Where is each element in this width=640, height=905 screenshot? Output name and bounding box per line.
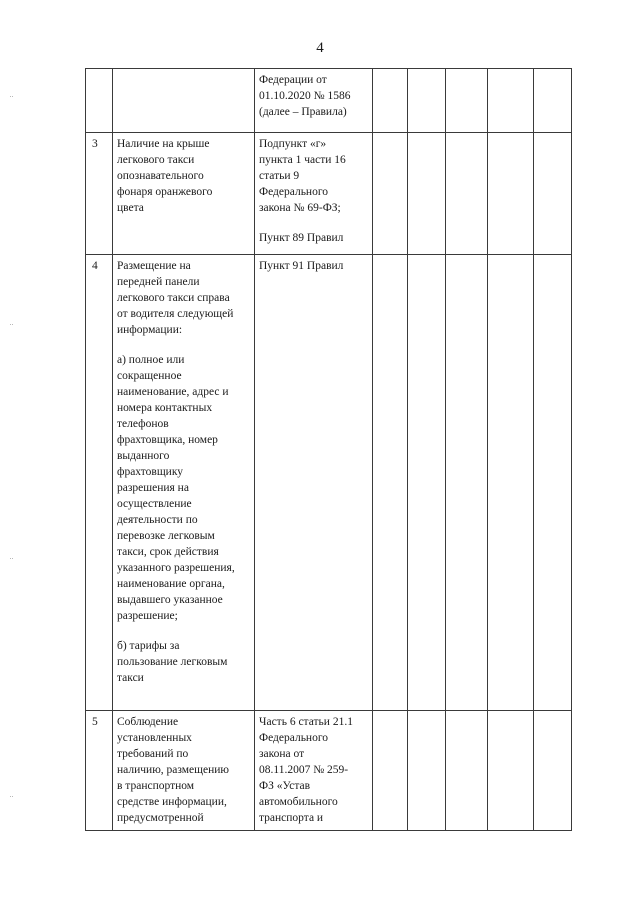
requirement-cell [113, 69, 255, 133]
empty-cell [446, 255, 488, 711]
requirement-paragraph: б) тарифы за пользование легковым такси [117, 640, 228, 684]
legal-basis-cell [255, 133, 373, 255]
empty-cell [488, 255, 534, 711]
table-row [86, 133, 572, 255]
row-number-cell: 4 [86, 255, 113, 711]
legal-basis-cell [255, 255, 373, 711]
row-number-cell: 5 [86, 711, 113, 831]
legal-basis-cell [255, 711, 373, 831]
empty-cell [446, 133, 488, 255]
legal-basis-paragraph: Подпункт «г» пункта 1 части 16 статьи 9 Федерального закона № 69-ФЗ; [259, 138, 346, 214]
legal-basis-paragraph: Часть 6 статьи 21.1 Федерального закона от 08.11.2007 № 259- ФЗ «Устав автомобильного транспорта и [259, 716, 353, 824]
row-number-cell: 3 [86, 133, 113, 255]
requirement-cell [113, 711, 255, 831]
empty-cell [373, 69, 408, 133]
empty-cell [408, 255, 446, 711]
requirement-cell [113, 133, 255, 255]
requirement-paragraph: а) полное или сокращенное наименование, адрес и номера контактных телефонов фрахтовщика, номер выданного фрахтовщику разрешения на осуществление деятельности по перевозке легковым такси, срок действия указанного разрешения, наименование органа, выдавшего указанное разрешение; [117, 354, 235, 622]
scan-mark [10, 558, 13, 560]
row-number-cell [86, 69, 113, 133]
table-row [86, 255, 572, 711]
empty-cell [534, 255, 572, 711]
empty-cell [408, 69, 446, 133]
empty-cell [373, 255, 408, 711]
empty-cell [488, 133, 534, 255]
empty-cell [446, 711, 488, 831]
empty-cell [408, 133, 446, 255]
scan-mark [10, 96, 13, 98]
empty-cell [534, 133, 572, 255]
scan-mark [10, 796, 13, 798]
empty-cell [488, 711, 534, 831]
legal-basis-paragraph: Федерации от 01.10.2020 № 1586 (далее – Правила) [259, 74, 351, 118]
empty-cell [534, 69, 572, 133]
empty-cell [534, 711, 572, 831]
table-row [86, 711, 572, 831]
legal-basis-paragraph: Пункт 91 Правил [259, 260, 344, 272]
requirement-cell [113, 255, 255, 711]
scan-mark [10, 324, 13, 326]
legal-basis-cell [255, 69, 373, 133]
empty-cell [373, 711, 408, 831]
empty-cell [408, 711, 446, 831]
legal-basis-paragraph: Пункт 89 Правил [259, 232, 344, 244]
requirement-paragraph: Размещение на передней панели легкового такси справа от водителя следующей информации: [117, 260, 234, 336]
empty-cell [373, 133, 408, 255]
checklist-table [85, 68, 572, 831]
empty-cell [488, 69, 534, 133]
table-row [86, 69, 572, 133]
requirement-paragraph: Соблюдение установленных требований по наличию, размещению в транспортном средстве информации, предусмотренной [117, 716, 230, 824]
page-number: 4 [316, 40, 324, 56]
requirement-paragraph: Наличие на крыше легкового такси опознавательного фонаря оранжевого цвета [117, 138, 213, 214]
empty-cell [446, 69, 488, 133]
